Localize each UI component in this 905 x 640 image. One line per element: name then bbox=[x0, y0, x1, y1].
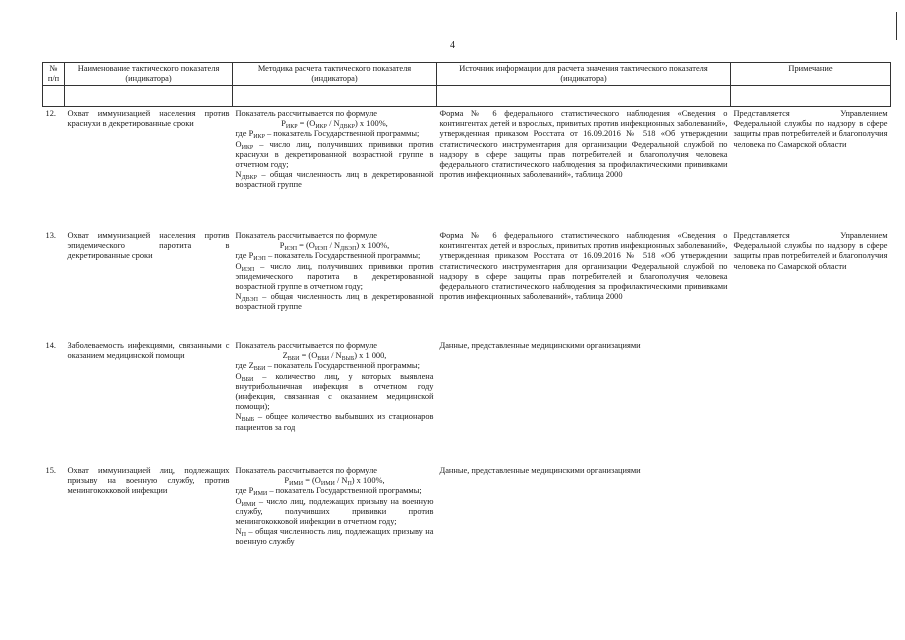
table-row bbox=[43, 231, 891, 341]
note: Представляется Управлением Федеральной службы по надзору в сфере защиты прав потребителей и благополучия человека по Самарской области bbox=[733, 109, 888, 149]
margin-mark bbox=[896, 12, 897, 40]
formula: $P_{ИКР} = (O_{ИКР} / N_{ДВКР})$ x 100%, bbox=[281, 119, 388, 131]
method-intro: Показатель рассчитывается по формуле bbox=[235, 231, 377, 240]
method-line: где $P_{ИКР}$ – показатель Государственной программы; bbox=[235, 129, 420, 141]
method-line: $N_{ДВКР}$ – общая численность лиц в декретированной возрастной группе bbox=[235, 170, 434, 190]
information-source: Форма № 6 федерального статистического наблюдения «Сведения о контингентах детей и взрослых, привитых против инфекционных заболеваний», утвержденная приказом Росстата от 16.09.2016 № 518 «Об утверждении статистического инструментария для организации Федеральной службой по надзору в сфере защиты прав потребителей и благополучия человека федерального статистического наблюдения за профилактическими прививками против инфекционных заболеваний», таблица 2000 bbox=[439, 109, 728, 180]
note bbox=[731, 341, 891, 466]
method-line: $O_{ВБИ}$ – количество лиц, у которых выявлена внутрибольничная инфекция в отчетном году (инфекция, связанная с оказанием медицинской помощи); bbox=[235, 371, 434, 412]
calculation-method bbox=[233, 231, 437, 341]
header-method: Методика расчета тактического показателя (индикатора) bbox=[233, 63, 437, 86]
method-line: $N_П$ – общая численность лиц, подлежащих призыву на военную службу bbox=[235, 527, 434, 547]
page-number: 4 bbox=[450, 40, 455, 51]
table-header-row bbox=[43, 63, 891, 86]
calculation-method bbox=[233, 341, 437, 466]
note: Представляется Управлением Федеральной службы по надзору в сфере защиты прав потребителей и благополучия человека по Самарской области bbox=[733, 231, 888, 271]
indicator-name: Охват иммунизацией населения против краснухи в декретированные сроки bbox=[67, 109, 230, 129]
information-source: Форма № 6 федерального статистического наблюдения «Сведения о контингентах детей и взрослых, привитых против инфекционных заболеваний», утвержденная приказом Росстата от 16.09.2016 № 518 «Об утверждении статистического инструментария для организации Федеральной службой по надзору в сфере защиты прав потребителей и благополучия человека федерального статистического наблюдения за профилактическими прививками против инфекционных заболеваний», таблица 2000 bbox=[439, 231, 728, 302]
method-line: $N_{ДВЭП}$ – общая численность лиц в декретированной возрастной группе bbox=[235, 292, 434, 312]
indicator-name: Охват иммунизацией населения против эпидемического паротита в декретированные сроки bbox=[67, 231, 230, 261]
table-row bbox=[43, 466, 891, 616]
method-line: где $P_{ИМИ}$ – показатель Государственной программы; bbox=[235, 486, 422, 498]
note bbox=[731, 466, 891, 616]
calculation-method bbox=[233, 107, 437, 232]
information-source: Данные, представленные медицинскими организациями bbox=[439, 466, 641, 475]
row-number: 12. bbox=[45, 109, 56, 118]
method-intro: Показатель рассчитывается по формуле bbox=[235, 341, 377, 350]
header-source: Источник информации для расчета значения тактического показателя (индикатора) bbox=[437, 63, 731, 86]
table-row bbox=[43, 107, 891, 232]
table-header-spacer bbox=[43, 86, 891, 107]
row-number: 15. bbox=[45, 466, 56, 475]
method-line: где $Z_{ВБИ}$ – показатель Государственной программы; bbox=[235, 361, 420, 373]
header-num-text: № п/п bbox=[47, 64, 60, 83]
row-number: 14. bbox=[45, 341, 56, 350]
method-line: $O_{ИКР}$ – число лиц, получивших прививки против краснухи в декретированной возрастной группе в отчетном году; bbox=[235, 139, 434, 170]
method-line: где $P_{ИЭП}$ – показатель Государственной программы; bbox=[235, 251, 421, 263]
method-intro: Показатель рассчитывается по формуле bbox=[235, 466, 377, 475]
indicators-table bbox=[42, 62, 891, 616]
table-body bbox=[43, 107, 891, 617]
method-line: $N_{ВЫБ}$ – общее количество выбывших из стационаров пациентов за год bbox=[235, 412, 434, 432]
calculation-method bbox=[233, 466, 437, 616]
header-num bbox=[43, 63, 65, 86]
indicator-name: Заболеваемость инфекциями, связанными с оказанием медицинской помощи bbox=[67, 341, 230, 361]
method-line: $O_{ИЭП}$ – число лиц, получивших прививки против эпидемического паротита в декретированной возрастной группе в отчетном году; bbox=[235, 261, 434, 292]
formula: $P_{ИМИ} = (O_{ИМИ} / N_П)$ x 100%, bbox=[284, 476, 385, 488]
header-name: Наименование тактического показателя (индикатора) bbox=[65, 63, 233, 86]
method-intro: Показатель рассчитывается по формуле bbox=[235, 109, 377, 118]
information-source: Данные, представленные медицинскими организациями bbox=[439, 341, 641, 350]
row-number: 13. bbox=[45, 231, 56, 240]
table-row bbox=[43, 341, 891, 466]
formula: $P_{ИЭП} = (O_{ИЭП} / N_{ДВЭП})$ x 100%, bbox=[279, 241, 390, 253]
formula: $Z_{ВБИ} = (O_{ВБИ} / N_{ВЫБ})$ x 1 000, bbox=[282, 351, 387, 363]
header-note: Примечание bbox=[731, 63, 891, 86]
indicator-name: Охват иммунизацией лиц, подлежащих призыву на военную службу, против менингококковой инфекции bbox=[67, 466, 230, 496]
method-line: $O_{ИМИ}$ – число лиц, подлежащих призыву на военную службу, получивших прививки против менингококковой инфекции в отчетном году; bbox=[235, 496, 434, 527]
